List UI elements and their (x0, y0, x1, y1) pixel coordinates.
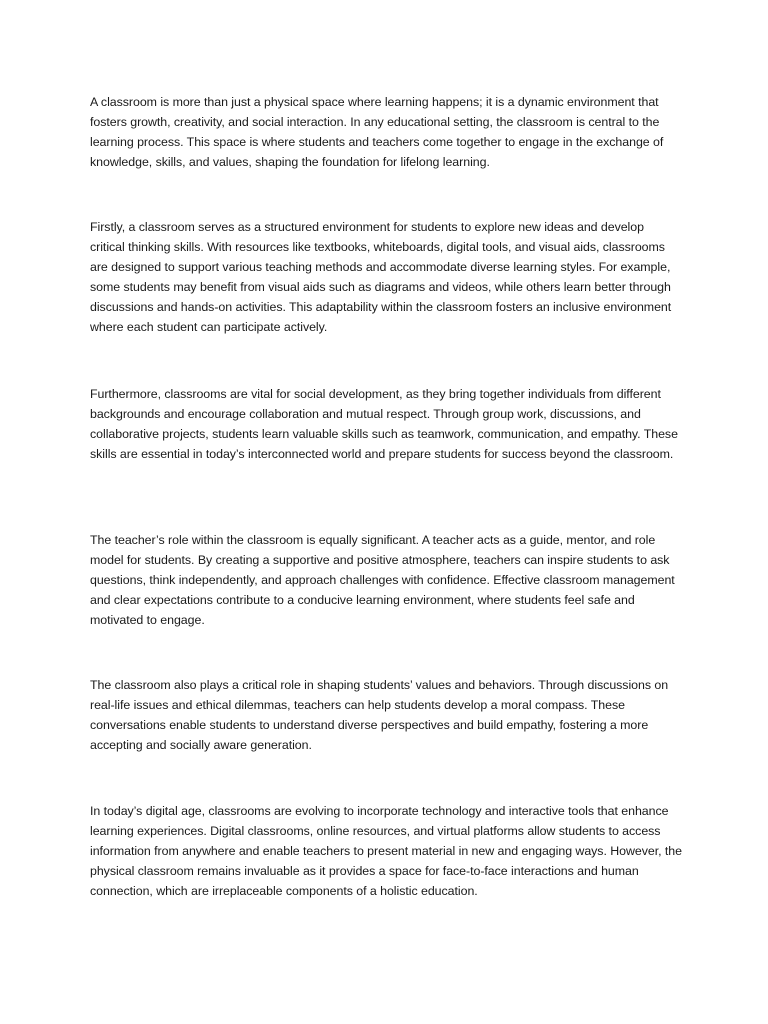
paragraph-values-behaviors: The classroom also plays a critical role in shaping students’ values and behaviors. Through discussions on real-life issues and ethical dilemmas, teachers can help students develop a moral compass. These conversations enable students to understand diverse perspectives and build empathy, fostering a more accepting and socially aware generation. (90, 678, 669, 752)
paragraph-intro: A classroom is more than just a physical space where learning happens; it is a dynamic environment that fosters growth, creativity, and social interaction. In any educational setting, the classroom is central to the learning process. This space is where students and teachers come together to engage in the exchange of knowledge, skills, and values, shaping the foundation for lifelong learning. (90, 95, 664, 169)
paragraph-structured-environment: Firstly, a classroom serves as a structured environment for students to explore new ideas and develop critical thinking skills. With resources like textbooks, whiteboards, digital tools, and visual aids, classrooms are designed to support various teaching methods and accommodate diverse learning styles. For example, some students may benefit from visual aids such as diagrams and videos, while others learn better through discussions and hands-on activities. This adaptability within the classroom fosters an inclusive environment where each student can participate actively. (90, 220, 672, 334)
paragraph-social-development: Furthermore, classrooms are vital for social development, as they bring together individuals from different backgrounds and encourage collaboration and mutual respect. Through group work, discussions, and collaborative projects, students learn valuable skills such as teamwork, communication, and empathy. These skills are essential in today’s interconnected world and prepare students for success beyond the classroom. (90, 387, 678, 461)
paragraph-digital-age: In today’s digital age, classrooms are evolving to incorporate technology and interactive tools that enhance learning experiences. Digital classrooms, online resources, and virtual platforms allow students to access information from anywhere and enable teachers to present material in new and engaging ways. However, the physical classroom remains invaluable as it provides a space for face-to-face interactions and human connection, which are irreplaceable components of a holistic education. (90, 804, 682, 898)
paragraph-teacher-role: The teacher’s role within the classroom is equally significant. A teacher acts as a guide, mentor, and role model for students. By creating a supportive and positive atmosphere, teachers can inspire students to ask questions, think independently, and approach challenges with confidence. Effective classroom management and clear expectations contribute to a conducive learning environment, where students feel safe and motivated to engage. (90, 533, 675, 627)
